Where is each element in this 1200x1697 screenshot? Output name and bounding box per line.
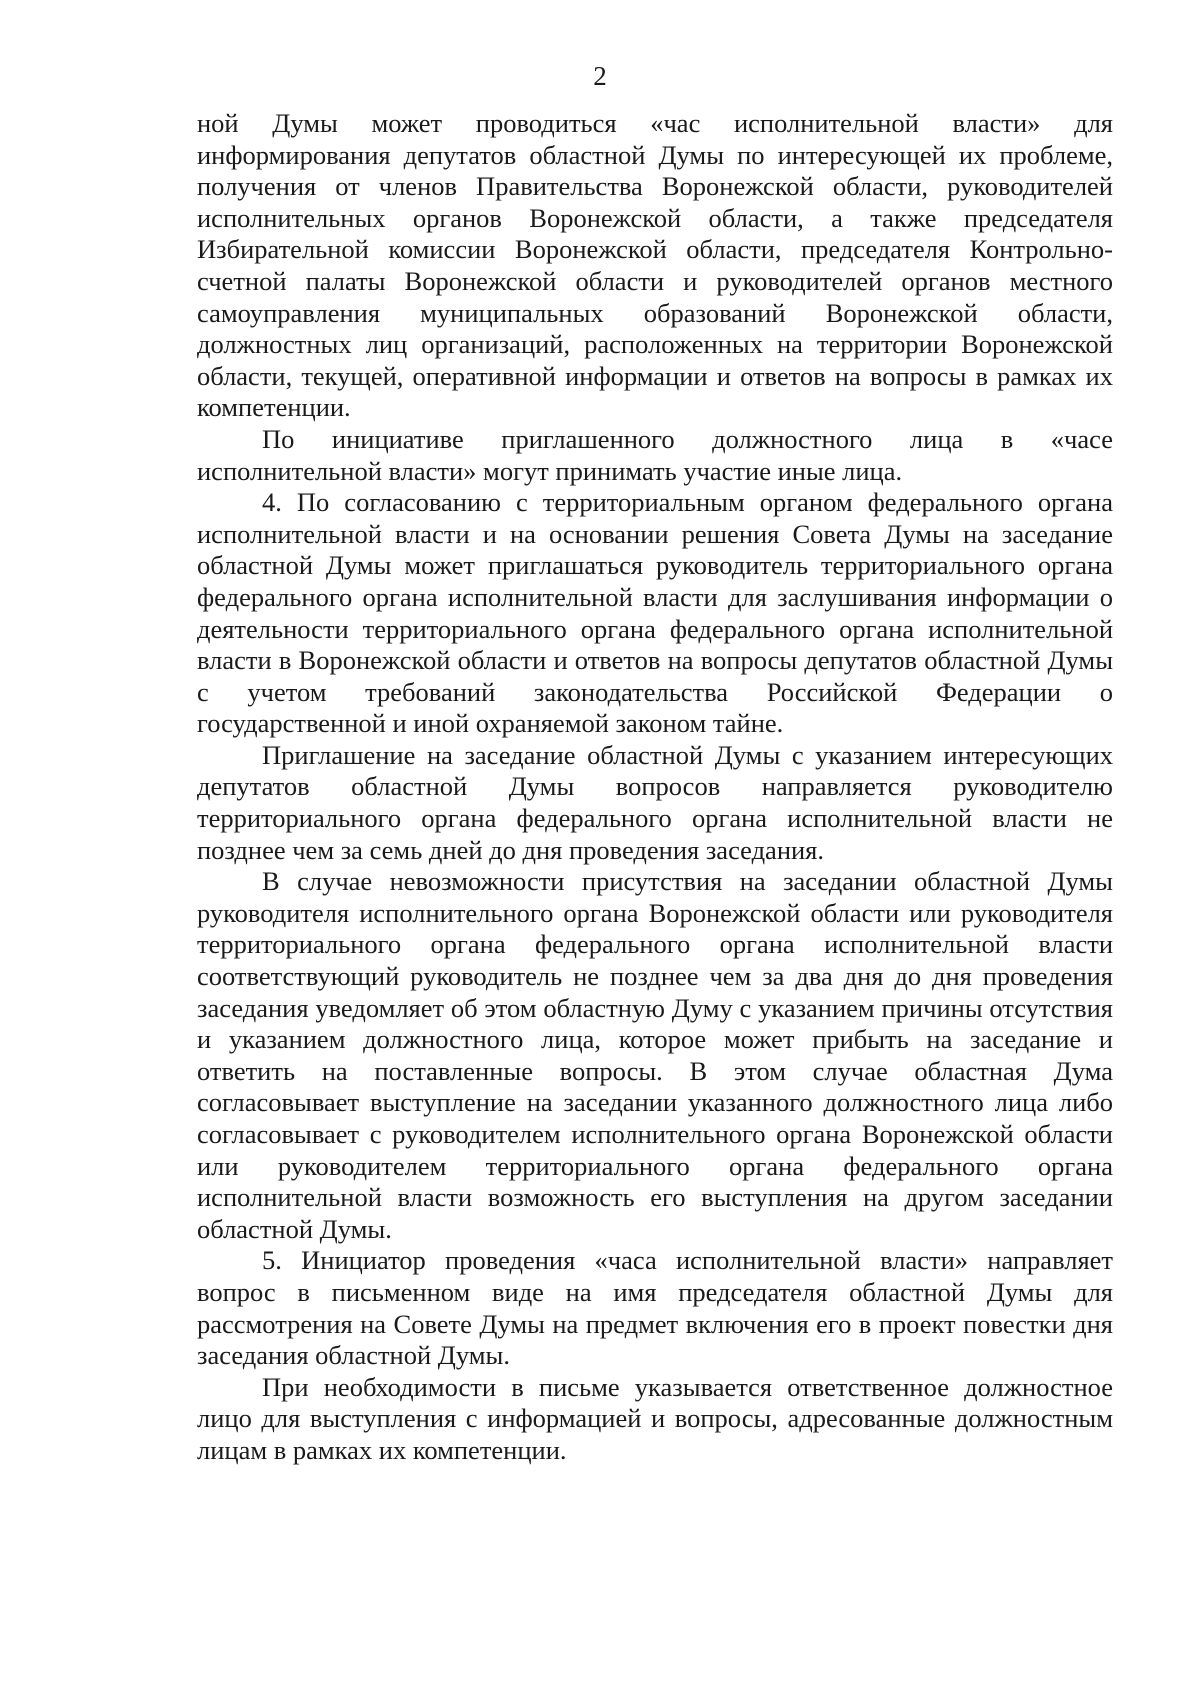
document-body	[197, 108, 1113, 1467]
paragraph-continuation: ной Думы может проводиться «час исполнительной власти» для информирования депутатов областной Думы по интересующей их проблеме, получения от членов Правительства Воронежской области, руководителей исполнительных органов Воронежской области, а также председателя Избирательной комиссии Воронежской области, председателя Контрольно-счетной палаты Воронежской области и руководителей органов местного самоуправления муниципальных образований Воронежской области, должностных лиц организаций, расположенных на территории Воронежской области, текущей, оперативной информации и ответов на вопросы в рамках их компетенции.	[197, 108, 1113, 423]
page-number: 2	[593, 61, 607, 91]
paragraph-item-5: 5. Инициатор проведения «часа исполнительной власти» направляет вопрос в письменном виде на имя председателя областной Думы для рассмотрения на Совете Думы на предмет включения его в проект повестки дня заседания областной Думы.	[197, 1245, 1113, 1371]
paragraph-absence: В случае невозможности присутствия на заседании областной Думы руководителя исполнительного органа Воронежской области или руководителя территориального органа федерального органа исполнительной власти соответствующий руководитель не позднее чем за два дня до дня проведения заседания уведомляет об этом областную Думу с указанием причины отсутствия и указанием должностного лица, которое может прибыть на заседание и ответить на поставленные вопросы. В этом случае областная Дума согласовывает выступление на заседании указанного должностного лица либо согласовывает с руководителем исполнительного органа Воронежской области или руководителем территориального органа федерального органа исполнительной власти возможность его выступления на другом заседании областной Думы.	[197, 866, 1113, 1244]
paragraph-invitation: Приглашение на заседание областной Думы с указанием интересующих депутатов областной Думы вопросов направляется руководителю территориального органа федерального органа исполнительной власти не позднее чем за семь дней до дня проведения заседания.	[197, 739, 1113, 865]
paragraph-letter-requirements: При необходимости в письме указывается ответственное должностное лицо для выступления с информацией и вопросы, адресованные должностным лицам в рамках их компетенции.	[197, 1371, 1113, 1465]
paragraph-item-4: 4. По согласованию с территориальным органом федерального органа исполнительной власти и на основании решения Совета Думы на заседание областной Думы может приглашаться руководитель территориального органа федерального органа исполнительной власти для заслушивания информации о деятельности территориального органа федерального органа исполнительной власти в Воронежской области и ответов на вопросы депутатов областной Думы с учетом требований законодательства Российской Федерации о государственной и иной охраняемой законом тайне.	[197, 487, 1113, 739]
paragraph-other-participants: По инициативе приглашенного должностного лица в «часе исполнительной власти» могут принимать участие иные лица.	[197, 423, 1113, 486]
